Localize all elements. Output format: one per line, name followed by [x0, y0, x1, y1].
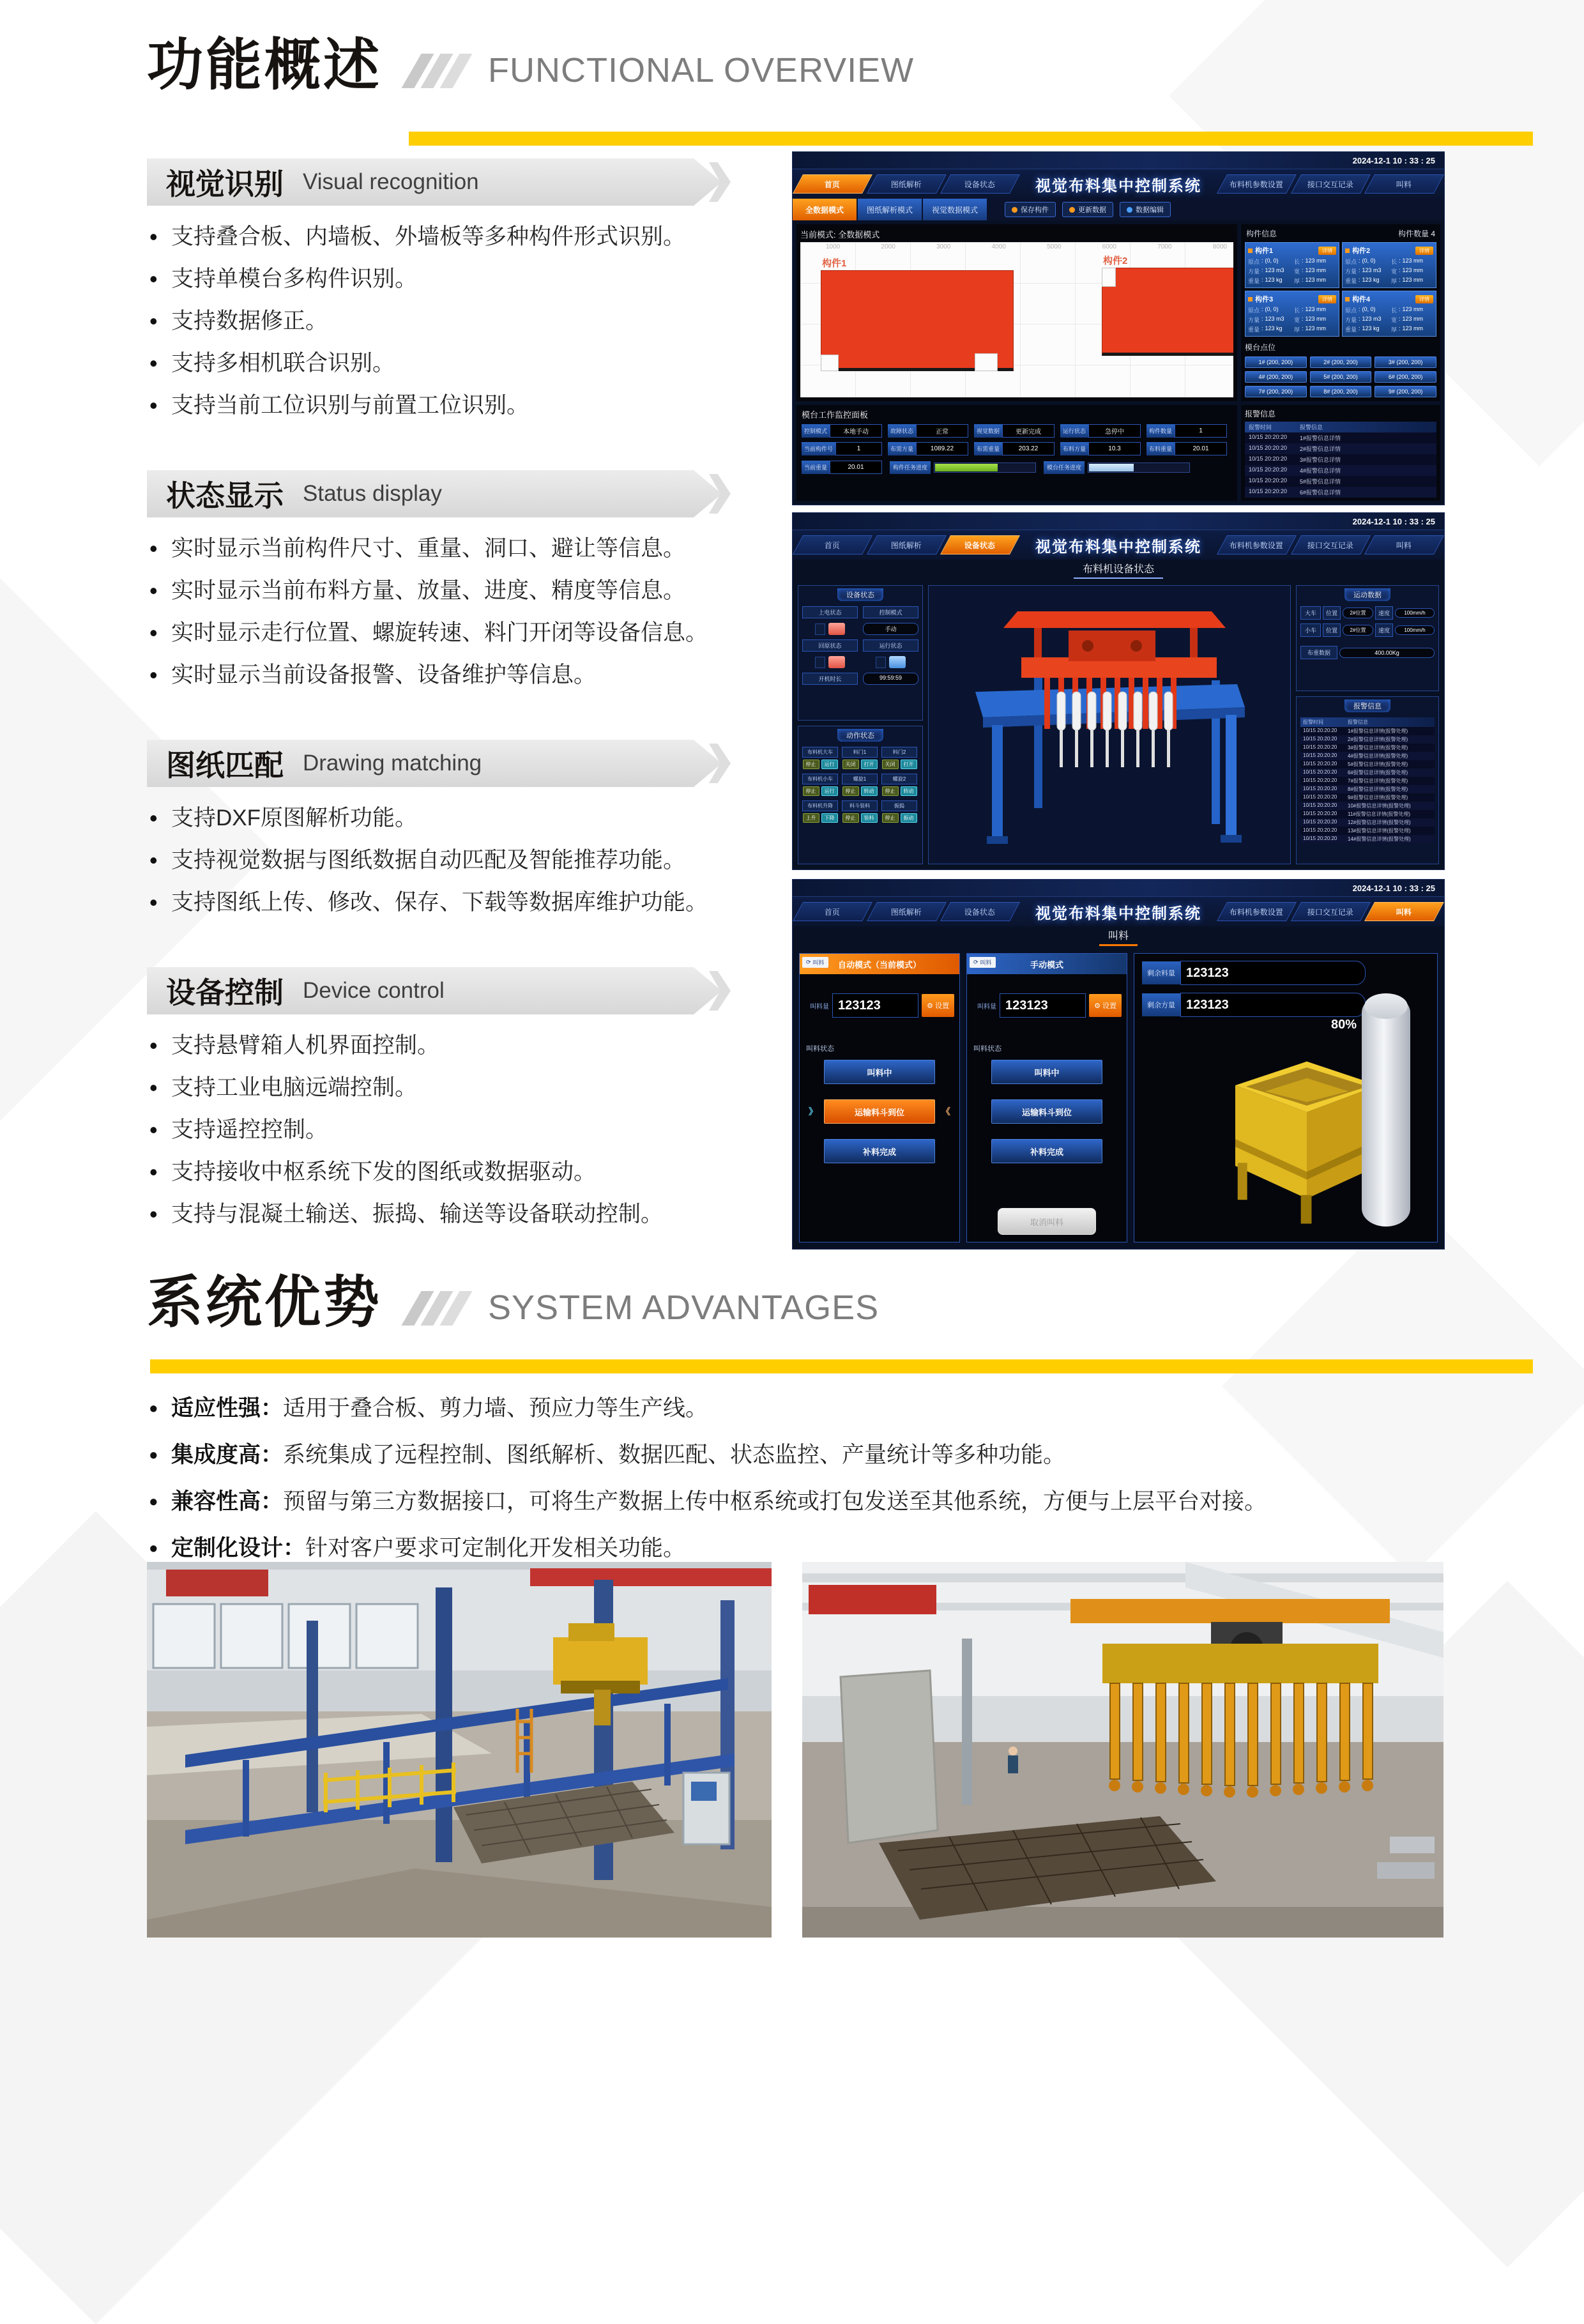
- bullet-item: • 实时显示当前构件尺寸、重量、洞口、避让等信息。: [147, 528, 747, 570]
- action-toggle[interactable]: 上升: [803, 813, 819, 823]
- tab-drawing-parse[interactable]: 图纸解析: [867, 174, 947, 194]
- action-group: 螺旋2 停止 转动: [881, 774, 917, 796]
- datetime: 2024-12-1 10 : 33 : 25: [1352, 883, 1435, 893]
- manual-mode-card: ⟳ 叫料 手动模式 叫料量 123123 ⚙ 设置 叫料状态 叫料中 运输料斗到位 补料完成 取消叫料: [966, 953, 1127, 1242]
- action-toggle[interactable]: 转动: [861, 786, 878, 796]
- monitor-field: 故障状态 正常: [888, 424, 968, 438]
- monitor-field: 布料方量 10.3: [1060, 442, 1141, 455]
- action-group: 布料机小车 停止 运行: [802, 774, 838, 796]
- system-title: 视觉布料集中控制系统: [1035, 538, 1202, 556]
- refresh-icon: ⟳: [973, 959, 979, 965]
- platform-task-progress: 模台任务进度: [1044, 461, 1190, 474]
- tab-home[interactable]: 首页: [793, 174, 872, 194]
- action-group: 振捣 停止 振动: [881, 800, 917, 823]
- monitor-field: 构件数量 1: [1146, 424, 1227, 438]
- bullet-item: • 支持工业电脑远端控制。: [147, 1067, 747, 1109]
- call-status-label: 叫料状态: [806, 1045, 834, 1053]
- bullet-item: • 支持数据修正。: [147, 300, 747, 342]
- screenshot-main-page: [792, 151, 1445, 505]
- alarm-row: 10/15 20:20:20 1#报警信息详情(报警处理): [1300, 727, 1435, 735]
- action-toggle[interactable]: 停止: [803, 786, 819, 796]
- platform-points: [1245, 356, 1436, 397]
- component-cards: [1245, 242, 1436, 337]
- tab-drawing-parse[interactable]: 图纸解析: [867, 535, 947, 554]
- component-card: 构件2 详情 原点 : (0, 0) 长 : 123 mm 方量 : 123 m3 宽 : 123 mm 重量 : 123 kg 厚 : 123 mm: [1342, 242, 1436, 288]
- platform-points-title: 模台点位: [1245, 343, 1276, 352]
- tab-home[interactable]: 首页: [793, 535, 872, 554]
- chevron-right-icon: 》: [809, 1106, 818, 1117]
- alarm-row: 10/15 20:20:20 5#报警信息详情: [1245, 476, 1436, 487]
- origin-state-label: 回原状态: [802, 639, 858, 652]
- system-title: 视觉布料集中控制系统: [1035, 905, 1202, 922]
- detail-button[interactable]: 详情: [1415, 247, 1433, 255]
- point-button[interactable]: 5# (200, 200): [1310, 371, 1372, 383]
- material-level-gauge: [1362, 995, 1410, 1227]
- component1-shape[interactable]: [821, 270, 1014, 371]
- orange-dot-icon: [1248, 297, 1253, 302]
- action-toggle[interactable]: 关闭: [882, 760, 899, 769]
- power-indicator: [802, 623, 858, 635]
- alarm-row: 10/15 20:20:20 3#报警信息详情(报警处理): [1300, 744, 1435, 752]
- alarm-row: 10/15 20:20:20 2#报警信息详情: [1245, 443, 1436, 454]
- component-info-panel: [1241, 224, 1440, 401]
- action-toggle[interactable]: 装料: [861, 813, 878, 823]
- system-title: 视觉布料集中控制系统: [1035, 177, 1202, 195]
- section-banner-status-display: [147, 470, 741, 517]
- yellow-divider: [150, 1359, 1533, 1373]
- action-group: 料门1 关闭 打开: [842, 747, 878, 769]
- remaining-material-panel: [1134, 953, 1438, 1242]
- alarm-row: 10/15 20:20:20 10#报警信息详情(报警处理): [1300, 802, 1435, 810]
- set-button[interactable]: ⚙ 设置: [922, 994, 954, 1017]
- alarm-row: 10/15 20:20:20 11#报警信息详情(报警处理): [1300, 810, 1435, 818]
- weight-value: 400.00Kg: [1339, 648, 1435, 658]
- action-toggle[interactable]: 停止: [882, 786, 899, 796]
- bullet-item: • 支持图纸上传、修改、保存、下载等数据库维护功能。: [147, 882, 747, 924]
- tab-device-status[interactable]: 设备状态: [940, 535, 1020, 554]
- action-group: 料斗装料 停止 装料: [842, 800, 878, 823]
- action-toggle[interactable]: 运行: [821, 760, 838, 769]
- component-layout-canvas[interactable]: [800, 242, 1233, 397]
- alarm-row: 10/15 20:20:20 4#报警信息详情(报警处理): [1300, 752, 1435, 760]
- monitor-field: 布需重量 203.22: [974, 442, 1055, 455]
- machine-3d-view[interactable]: [928, 585, 1291, 864]
- component-card: 构件3 详情 原点 : (0, 0) 长 : 123 mm 方量 : 123 m3 宽 : 123 mm 重量 : 123 kg 厚 : 123 mm: [1245, 291, 1339, 337]
- section-title: 状态显示: [166, 479, 284, 512]
- weight-label: 布重数据: [1300, 646, 1337, 659]
- mode-subtabs: [793, 199, 1444, 220]
- distributor-machine-3d: [937, 591, 1282, 859]
- bullet-item: • 支持接收中枢系统下发的图纸或数据驱动。: [147, 1151, 747, 1193]
- bullet-item: • 支持视觉数据与图纸数据自动匹配及智能推荐功能。: [147, 839, 747, 882]
- point-button[interactable]: 3# (200, 200): [1375, 356, 1436, 368]
- bullet-list: [147, 216, 747, 427]
- uptime-label: 开机时长: [802, 673, 858, 685]
- monitor-field: 视觉数据 更新完成: [974, 424, 1055, 438]
- control-mode-value: 手动: [863, 623, 918, 635]
- detail-button[interactable]: 详情: [1415, 295, 1433, 303]
- orange-dot-icon: [1345, 297, 1350, 302]
- refresh-icon: ⟳: [806, 959, 811, 965]
- set-button[interactable]: ⚙ 设置: [1089, 994, 1122, 1017]
- bullet-item: • 支持叠合板、内墙板、外墙板等多种构件形式识别。: [147, 216, 747, 258]
- tab-interface-log[interactable]: 接口交互记录: [1291, 902, 1371, 921]
- detail-button[interactable]: 详情: [1318, 247, 1336, 255]
- status-bar: [793, 880, 1444, 897]
- qty-label: 叫料量: [810, 1003, 829, 1011]
- cancel-call-button[interactable]: 取消叫料: [998, 1208, 1096, 1235]
- tab-machine-params[interactable]: 布料机参数设置: [1217, 535, 1297, 554]
- screenshot-call-material: [792, 879, 1445, 1250]
- power-state-label: 上电状态: [802, 606, 858, 618]
- alarm-row: 10/15 20:20:20 1#报警信息详情: [1245, 432, 1436, 443]
- section-banner-visual-recognition: [147, 158, 741, 206]
- blue-dot-icon: [1127, 207, 1132, 213]
- advantage-item: • 定制化设计：针对客户要求可定制化开发相关功能。: [147, 1525, 1514, 1571]
- advantage-item: • 集成度高：系统集成了远程控制、图纸解析、数据匹配、状态监控、产量统计等多种功能。: [147, 1432, 1514, 1478]
- action-toggle[interactable]: 停止: [842, 813, 859, 823]
- run-indicator: [863, 656, 918, 668]
- tab-machine-params[interactable]: 布料机参数设置: [1217, 174, 1297, 194]
- bullet-item: • 实时显示当前布料方量、放量、进度、精度等信息。: [147, 570, 747, 612]
- action-toggle[interactable]: 转动: [901, 786, 917, 796]
- subtab-all-data-mode[interactable]: 全数据模式: [793, 199, 857, 220]
- alarm-row: 10/15 20:20:20 2#报警信息详情(报警处理): [1300, 735, 1435, 744]
- feature-sections: [147, 158, 747, 1235]
- device-state-panel: 设备状态 上电状态 控制模式 手动 回原状态 运行状态 开机时长 99:59:59: [798, 585, 923, 721]
- point-button[interactable]: 2# (200, 200): [1310, 356, 1372, 368]
- call-status-label: 叫料状态: [973, 1045, 1001, 1053]
- motion-data-panel: 运动数据 大车 位置 2#位置 速度 100mm/h 小车 位置 2#位置 速度 100mm/h 布重数据 400.00Kg: [1296, 585, 1439, 691]
- action-group: 螺旋1 停止 转动: [842, 774, 878, 796]
- orange-dot-icon: [1345, 248, 1350, 253]
- section-subtitle: Drawing matching: [303, 751, 482, 776]
- nav-bar: [793, 897, 1444, 926]
- alarm-row: 10/15 20:20:20 5#报警信息详情(报警处理): [1300, 760, 1435, 768]
- ruler-ticks: 1000 2000 3000 4000 5000 6000 7000 8000: [826, 243, 1227, 250]
- component-card: 构件4 详情 原点 : (0, 0) 长 : 123 mm 方量 : 123 m3 宽 : 123 mm 重量 : 123 kg 厚 : 123 mm: [1342, 291, 1436, 337]
- calling-button[interactable]: 叫料中: [824, 1060, 935, 1084]
- action-toggle[interactable]: 停止: [803, 760, 819, 769]
- chevron-left-icon: 《: [941, 1106, 950, 1117]
- page-subtitle: 叫料: [1099, 928, 1138, 946]
- refill-done-button[interactable]: 补料完成: [991, 1139, 1102, 1163]
- component-count: 构件数量 4: [1397, 229, 1435, 238]
- advantages-list: [147, 1385, 1514, 1571]
- point-button[interactable]: 4# (200, 200): [1245, 371, 1307, 383]
- alarm-panel: 报警信息 报警时间 报警信息 10/15 20:20:20 1#报警信息详情 10/15 20:20:20 2#报警信息详情 10/15 20:20:20 3#报警信息详情 10/15 20:20:20 4#报警信息详情 10/15 20:20:20 5#报警信息详情 10/15 20:20:20 6#报警信息详情: [1241, 405, 1440, 501]
- tab-interface-log[interactable]: 接口交互记录: [1291, 535, 1371, 554]
- orange-dot-icon: [1069, 207, 1075, 213]
- factory-photo-machine: [802, 1562, 1443, 1938]
- datetime: 2024-12-1 10 : 33 : 25: [1352, 516, 1435, 526]
- uptime-value: 99:59:59: [863, 673, 918, 685]
- update-data-button[interactable]: 更新数据: [1062, 202, 1113, 217]
- alarm-row: 10/15 20:20:20 3#报警信息详情: [1245, 454, 1436, 465]
- alarm-row: 10/15 20:20:20 4#报警信息详情: [1245, 465, 1436, 476]
- call-corner-chip[interactable]: ⟳ 叫料: [802, 957, 828, 968]
- control-mode-label: 控制模式: [863, 606, 918, 618]
- page-title: 功能概述: [147, 33, 383, 96]
- monitor-field: 布需方量 1089.22: [888, 442, 968, 455]
- bullet-list: [147, 528, 747, 696]
- tab-device-status[interactable]: 设备状态: [940, 174, 1020, 194]
- advantage-item: • 适应性强：适用于叠合板、剪力墙、预应力等生产线。: [147, 1385, 1514, 1432]
- action-toggle[interactable]: 振动: [901, 813, 917, 823]
- point-button[interactable]: 6# (200, 200): [1375, 371, 1436, 383]
- tab-call-material[interactable]: 叫料: [1364, 174, 1444, 194]
- section-subtitle: Status display: [303, 481, 442, 506]
- action-toggle[interactable]: 运行: [821, 786, 838, 796]
- bullet-item: • 实时显示走行位置、螺旋转速、料门开闭等设备信息。: [147, 612, 747, 654]
- tab-interface-log[interactable]: 接口交互记录: [1291, 174, 1371, 194]
- factory-photo-overview: [147, 1562, 772, 1938]
- page-title-en: SYSTEM ADVANTAGES: [488, 1288, 880, 1327]
- page-title-en: FUNCTIONAL OVERVIEW: [488, 51, 915, 89]
- alarm-row: 10/15 20:20:20 6#报警信息详情(报警处理): [1300, 768, 1435, 777]
- bullet-item: • 支持悬臂箱人机界面控制。: [147, 1025, 747, 1067]
- action-group: 料门2 关闭 打开: [881, 747, 917, 769]
- status-bar: [793, 513, 1444, 530]
- monitor-field: 当前构件号 1: [802, 442, 882, 455]
- monitor-field: 控制模式 本地手动: [802, 424, 882, 438]
- edit-data-button[interactable]: 数据编辑: [1120, 202, 1171, 217]
- remaining-volume-input[interactable]: 123123: [1180, 993, 1366, 1017]
- bullet-item: • 支持遥控控制。: [147, 1109, 747, 1151]
- component2-shape[interactable]: [1102, 268, 1233, 356]
- gear-icon: ⚙: [1094, 1002, 1100, 1010]
- component1-label: 构件1: [822, 258, 847, 269]
- alarm-row: 10/15 20:20:20 14#报警信息详情(报警处理): [1300, 835, 1435, 843]
- component2-label: 构件2: [1103, 256, 1128, 266]
- component-task-progress: 构件任务进度: [890, 461, 1036, 474]
- detail-button[interactable]: 详情: [1318, 295, 1336, 303]
- alarm-row: 10/15 20:20:20 6#报警信息详情: [1245, 487, 1436, 498]
- action-toggle[interactable]: 打开: [861, 760, 878, 769]
- layout-canvas-area: [796, 224, 1237, 401]
- advantage-item: • 兼容性高：预留与第三方数据接口，可将生产数据上传中枢系统或打包发送至其他系统，方便与上层平台对接。: [147, 1478, 1514, 1525]
- tab-home[interactable]: 首页: [793, 902, 872, 921]
- monitor-field: 布料重量 20.01: [1146, 442, 1227, 455]
- tab-call-material[interactable]: 叫料: [1364, 535, 1444, 554]
- section-title: 设备控制: [166, 976, 284, 1009]
- component-card: 构件1 详情 原点 : (0, 0) 长 : 123 mm 方量 : 123 m3 宽 : 123 mm 重量 : 123 kg 厚 : 123 mm: [1245, 242, 1339, 288]
- refill-done-button[interactable]: 补料完成: [824, 1139, 935, 1163]
- monitor-field: 当前重量 20.01: [802, 461, 882, 474]
- bullet-list: [147, 797, 747, 924]
- point-button[interactable]: 8# (200, 200): [1310, 386, 1372, 397]
- alarm-row: 10/15 20:20:20 13#报警信息详情(报警处理): [1300, 827, 1435, 835]
- alarm-row: 10/15 20:20:20 9#报警信息详情(报警处理): [1300, 793, 1435, 802]
- run-state-label: 运行状态: [863, 639, 918, 652]
- datetime: 2024-12-1 10 : 33 : 25: [1352, 155, 1435, 165]
- monitor-title: 模台工作监控面板: [802, 410, 869, 420]
- orange-dot-icon: [1012, 207, 1017, 213]
- call-corner-chip[interactable]: ⟳ 叫料: [970, 957, 996, 968]
- auto-mode-card: ⟳ 叫料 自动模式（当前模式） 叫料量 123123 ⚙ 设置 叫料状态 叫料中 》 运输料斗到位 《 补料完成: [799, 953, 960, 1242]
- tab-machine-params[interactable]: 布料机参数设置: [1217, 902, 1297, 921]
- hopper-arrived-button[interactable]: 运输料斗到位: [824, 1099, 935, 1124]
- save-component-button[interactable]: 保存构件: [1005, 202, 1056, 217]
- motion-row: 大车 位置 2#位置 速度 100mm/h: [1300, 606, 1435, 620]
- functional-overview-header: [147, 33, 915, 96]
- tab-device-status[interactable]: 设备状态: [940, 902, 1020, 921]
- section-subtitle: Device control: [303, 978, 445, 1003]
- section-title: 视觉识别: [166, 167, 284, 201]
- alarm-row: 10/15 20:20:20 7#报警信息详情(报警处理): [1300, 777, 1435, 785]
- point-button[interactable]: 7# (200, 200): [1245, 386, 1307, 397]
- tab-drawing-parse[interactable]: 图纸解析: [867, 902, 947, 921]
- ui-screenshots: [792, 151, 1443, 1250]
- remaining-material-label: 剩余料量: [1142, 961, 1180, 984]
- info-title: 构件信息: [1246, 229, 1277, 238]
- monitor-field: 运行状态 急停中: [1060, 424, 1141, 438]
- action-toggle[interactable]: 停止: [842, 786, 859, 796]
- chevron-right-icon: [411, 54, 462, 88]
- action-toggle[interactable]: 关闭: [842, 760, 859, 769]
- system-advantages-header: [147, 1271, 880, 1334]
- calling-button[interactable]: 叫料中: [991, 1060, 1102, 1084]
- action-state-panel: 动作状态 布料机大车 停止 运行 料门1 关闭 打开 料门2 关闭 打开 布料机小车 停止 运行 螺旋1 停止 转动 螺旋2 停止 转动 布料机升降 上升 下降 料斗装料 停止 装料 振捣 停止 振动: [798, 726, 923, 864]
- alarm-row: 10/15 20:20:20 12#报警信息详情(报警处理): [1300, 818, 1435, 827]
- bullet-item: • 支持与混凝土输送、振捣、输送等设备联动控制。: [147, 1193, 747, 1235]
- motion-row: 小车 位置 2#位置 速度 100mm/h: [1300, 623, 1435, 637]
- section-title: 图纸匹配: [166, 749, 284, 782]
- orange-dot-icon: [1248, 248, 1253, 253]
- alarm-row: 10/15 20:20:20 8#报警信息详情(报警处理): [1300, 785, 1435, 793]
- status-bar: [793, 152, 1444, 169]
- origin-indicator: [802, 656, 858, 668]
- action-group: 布料机升降 上升 下降: [802, 800, 838, 823]
- hopper-arrived-button[interactable]: 运输料斗到位: [991, 1099, 1102, 1124]
- gauge-percentage: 80%: [1330, 1018, 1357, 1032]
- nav-bar: [793, 169, 1444, 199]
- section-subtitle: Visual recognition: [303, 169, 479, 194]
- current-mode-label: 当前模式: 全数据模式: [800, 230, 880, 240]
- point-button[interactable]: 9# (200, 200): [1375, 386, 1436, 397]
- section-banner-device-control: [147, 967, 741, 1014]
- action-toggle[interactable]: 停止: [882, 813, 899, 823]
- tab-call-material[interactable]: 叫料: [1364, 902, 1444, 921]
- bullet-list: [147, 1025, 747, 1235]
- page-subtitle: 布料机设备状态: [1074, 561, 1163, 579]
- bullet-item: • 支持单模台多构件识别。: [147, 258, 747, 300]
- section-banner-drawing-matching: [147, 740, 741, 787]
- remaining-volume-label: 剩余方量: [1142, 993, 1180, 1016]
- screenshot-device-status: [792, 512, 1445, 870]
- subtab-drawing-parse-mode[interactable]: 图纸解析模式: [858, 199, 922, 220]
- bullet-item: • 实时显示当前设备报警、设备维护等信息。: [147, 654, 747, 696]
- alarm-panel: 报警信息 报警时间 报警信息 10/15 20:20:20 1#报警信息详情(报警处理) 10/15 20:20:20 2#报警信息详情(报警处理) 10/15 20:20:20 3#报警信息详情(报警处理) 10/15 20:20:20 4#报警信息详情(报警处理) 10/15 20:20:20 5#报警信息详情(报警处理) 10/15 20:20:20 6#报警信息详情(报警处理) 10/15 20:20:20 7#报警信息详情(报警处理) 10/15 20:20:20 8#报警信息详情(报警处理) 10/15 20:20:20 9#报警信息详情(报警处理) 10/15 20:20:20 10#报警信息详情(报警处理) 10/15 20:20:20 11#报警信息详情(报警处理) 10/15 20:20:20 12#报警信息详情(报警处理) 10/15 20:20:20 13#报警信息详情(报警处理) 10/15 20:20:20 14#报警信息详情(报警处理): [1296, 696, 1439, 864]
- qty-label: 叫料量: [977, 1003, 996, 1011]
- action-group: 布料机大车 停止 运行: [802, 747, 838, 769]
- bullet-item: • 支持DXF原图解析功能。: [147, 797, 747, 839]
- subtab-vision-data-mode[interactable]: 视觉数据模式: [923, 199, 987, 220]
- gear-icon: ⚙: [927, 1002, 933, 1010]
- bullet-item: • 支持多相机联合识别。: [147, 342, 747, 385]
- chevron-right-icon: [411, 1291, 462, 1326]
- platform-monitor-panel: [796, 405, 1237, 501]
- call-qty-input[interactable]: 123123: [832, 993, 918, 1018]
- yellow-divider: [409, 132, 1533, 146]
- point-button[interactable]: 1# (200, 200): [1245, 356, 1307, 368]
- action-toggle[interactable]: 打开: [901, 760, 917, 769]
- action-toggle[interactable]: 下降: [821, 813, 838, 823]
- page-title: 系统优势: [147, 1271, 383, 1334]
- bullet-item: • 支持当前工位识别与前置工位识别。: [147, 385, 747, 427]
- nav-bar: [793, 530, 1444, 560]
- call-qty-input[interactable]: 123123: [1000, 993, 1086, 1018]
- remaining-material-input[interactable]: 123123: [1180, 961, 1366, 985]
